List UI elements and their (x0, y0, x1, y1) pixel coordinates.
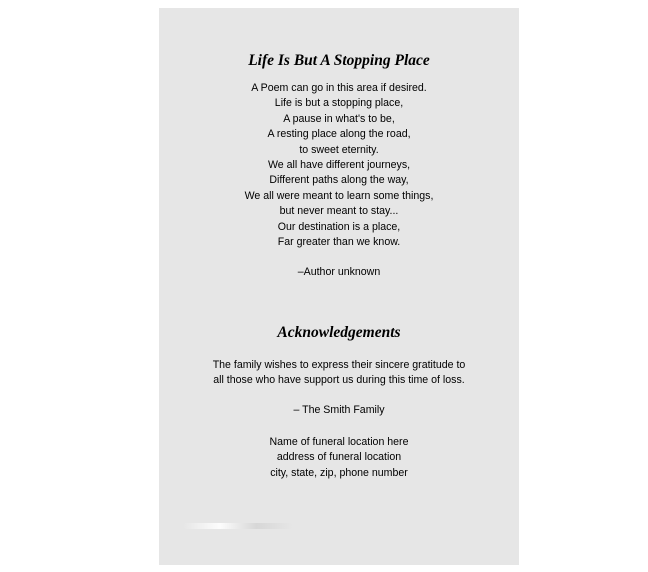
location-name: Name of funeral location here (269, 436, 409, 448)
poem-line: but never meant to stay... (279, 205, 399, 218)
poem-line: We all were meant to learn some things, (244, 189, 434, 202)
poem-line: We all have different journeys, (267, 158, 411, 171)
acknowledgements-signature: – The Smith Family (293, 404, 385, 416)
poem-line: A resting place along the road, (267, 128, 411, 141)
program-page (159, 8, 519, 565)
location-city-state-zip: city, state, zip, phone number (270, 466, 408, 479)
poem-line: A pause in what's to be, (283, 112, 395, 125)
poem-line: A Poem can go in this area if desired. (251, 82, 427, 94)
poem-line: to sweet eternity. (299, 143, 379, 156)
funeral-location (159, 435, 519, 481)
poem-line: Life is but a stopping place, (274, 97, 404, 110)
acknowledgements-text (159, 358, 519, 389)
acknowledgements-line: all those who have support us during this time of loss. (213, 374, 465, 387)
poem-line: Our destination is a place, (277, 220, 401, 233)
poem-body (159, 81, 519, 250)
acknowledgements-line: The family wishes to express their sincere gratitude to (212, 359, 466, 371)
scan-smudge (183, 523, 293, 529)
poem-line: Far greater than we know. (277, 235, 401, 248)
poem-author: –Author unknown (297, 266, 381, 278)
acknowledgements-title: Acknowledgements (277, 324, 401, 341)
poem-title: Life Is But A Stopping Place (248, 52, 430, 69)
location-address: address of funeral location (276, 451, 402, 464)
poem-line: Different paths along the way, (269, 174, 409, 187)
